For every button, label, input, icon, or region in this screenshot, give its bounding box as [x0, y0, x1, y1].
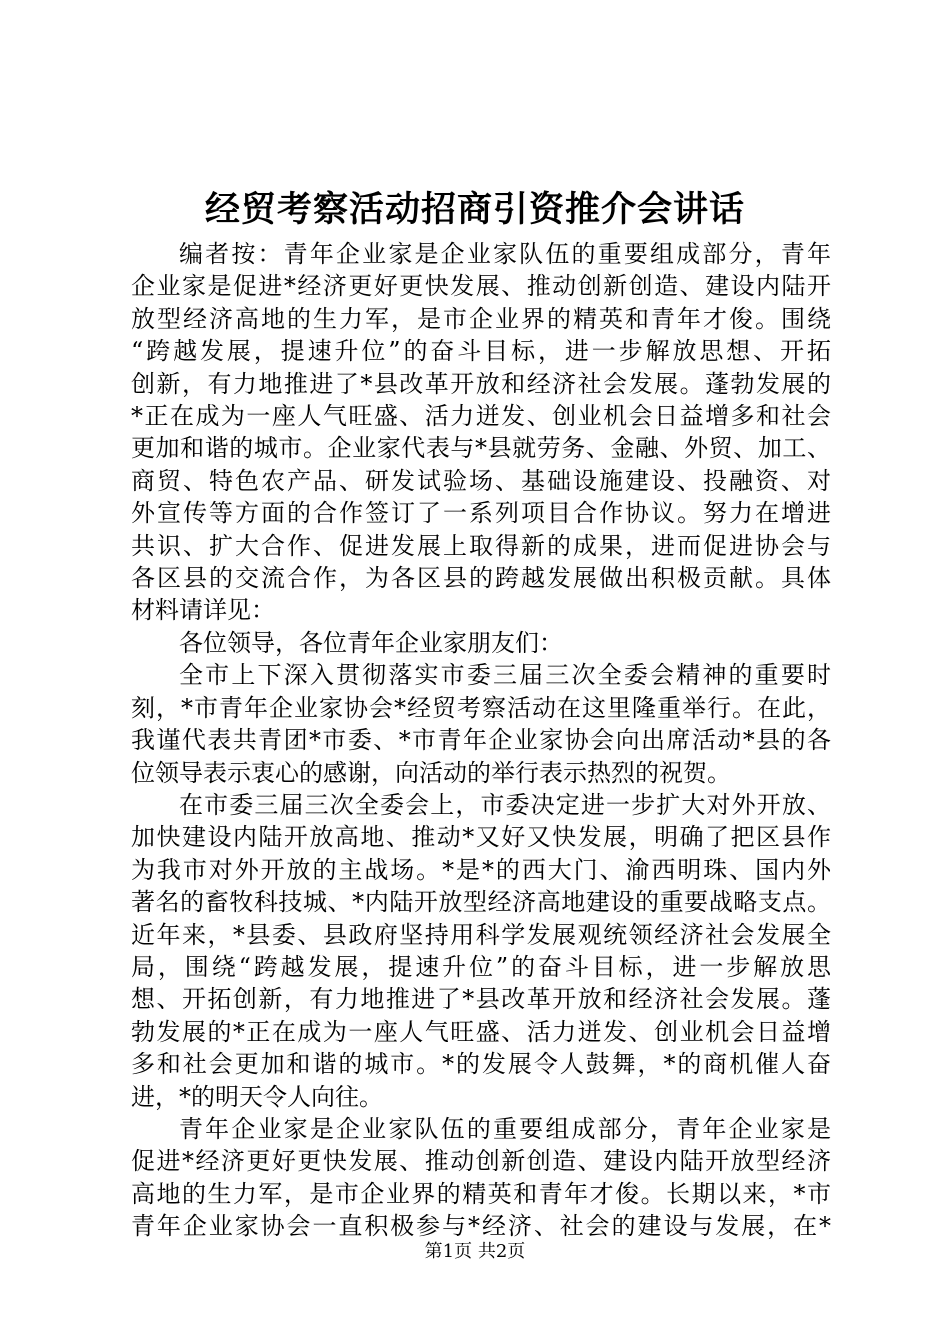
paragraph — [131, 659, 831, 789]
text-line: 局，围绕“跨越发展，提速升位”的奋斗目标，进一步解放思 — [131, 952, 831, 981]
text-line: “跨越发展，提速升位”的奋斗目标，进一步解放思想、开拓 — [131, 337, 831, 366]
text-line: 我谨代表共青团*市委、*市青年企业家协会向出席活动*县的各 — [131, 726, 831, 755]
text-line: 材料请详见： — [131, 596, 275, 625]
text-line: 多和社会更加和谐的城市。*的发展令人鼓舞，*的商机催人奋 — [131, 1050, 831, 1079]
document-body — [131, 238, 831, 1243]
text-line: 位领导表示衷心的感谢，向活动的举行表示热烈的祝贺。 — [131, 758, 731, 787]
text-line: 促进*经济更好更快发展、推动创新创造、建设内陆开放型经济 — [131, 1147, 831, 1176]
text-line: 创新，有力地推进了*县改革开放和经济社会发展。蓬勃发展的 — [131, 369, 831, 398]
text-line: 勃发展的*正在成为一座人气旺盛、活力迸发、创业机会日益增 — [131, 1017, 831, 1046]
document-title: 经贸考察活动招商引资推介会讲话 — [204, 189, 745, 230]
text-line: 青年企业家协会一直积极参与*经济、社会的建设与发展，在* — [131, 1212, 831, 1241]
text-line: 加快建设内陆开放高地、推动*又好又快发展，明确了把区县作 — [131, 823, 831, 852]
text-line: 企业家是促进*经济更好更快发展、推动创新创造、建设内陆开 — [131, 272, 831, 301]
text-line: 放型经济高地的生力军，是市企业界的精英和青年才俊。围绕 — [131, 304, 831, 333]
text-line: 想、开拓创新，有力地推进了*县改革开放和经济社会发展。蓬 — [131, 985, 831, 1014]
page-footer: 第1页 共2页 — [424, 1241, 526, 1262]
text-line: 共识、扩大合作、促进发展上取得新的成果，进而促进协会与 — [131, 531, 831, 560]
text-line: 各区县的交流合作，为各区县的跨越发展做出积极贡献。具体 — [131, 564, 831, 593]
text-line: 在市委三届三次全委会上，市委决定进一步扩大对外开放、 — [179, 790, 831, 819]
text-line: 商贸、特色农产品、研发试验场、基础设施建设、投融资、对 — [131, 466, 831, 495]
text-line: 青年企业家是企业家队伍的重要组成部分，青年企业家是 — [179, 1114, 831, 1143]
text-line: 为我市对外开放的主战场。*是*的西大门、渝西明珠、国内外 — [131, 855, 831, 884]
text-line: 外宣传等方面的合作签订了一系列项目合作协议。努力在增进 — [131, 499, 831, 528]
paragraph — [131, 789, 831, 1113]
paragraph — [131, 1113, 831, 1243]
text-line: 近年来，*县委、县政府坚持用科学发展观统领经济社会发展全 — [131, 920, 831, 949]
paragraph — [131, 627, 831, 659]
paragraph — [131, 238, 831, 627]
text-line: *正在成为一座人气旺盛、活力迸发、创业机会日益增多和社会 — [131, 402, 831, 431]
text-line: 刻，*市青年企业家协会*经贸考察活动在这里隆重举行。在此， — [131, 693, 831, 722]
text-line: 高地的生力军，是市企业界的精英和青年才俊。长期以来，*市 — [131, 1179, 831, 1208]
text-line: 各位领导，各位青年企业家朋友们： — [179, 628, 563, 657]
text-line: 著名的畜牧科技城、*内陆开放型经济高地建设的重要战略支点。 — [131, 888, 831, 917]
text-line: 更加和谐的城市。企业家代表与*县就劳务、金融、外贸、加工、 — [131, 434, 831, 463]
text-line: 全市上下深入贯彻落实市委三届三次全委会精神的重要时 — [179, 661, 831, 690]
text-line: 进，*的明天令人向往。 — [131, 1082, 383, 1111]
text-line: 编者按：青年企业家是企业家队伍的重要组成部分，青年 — [179, 240, 831, 268]
